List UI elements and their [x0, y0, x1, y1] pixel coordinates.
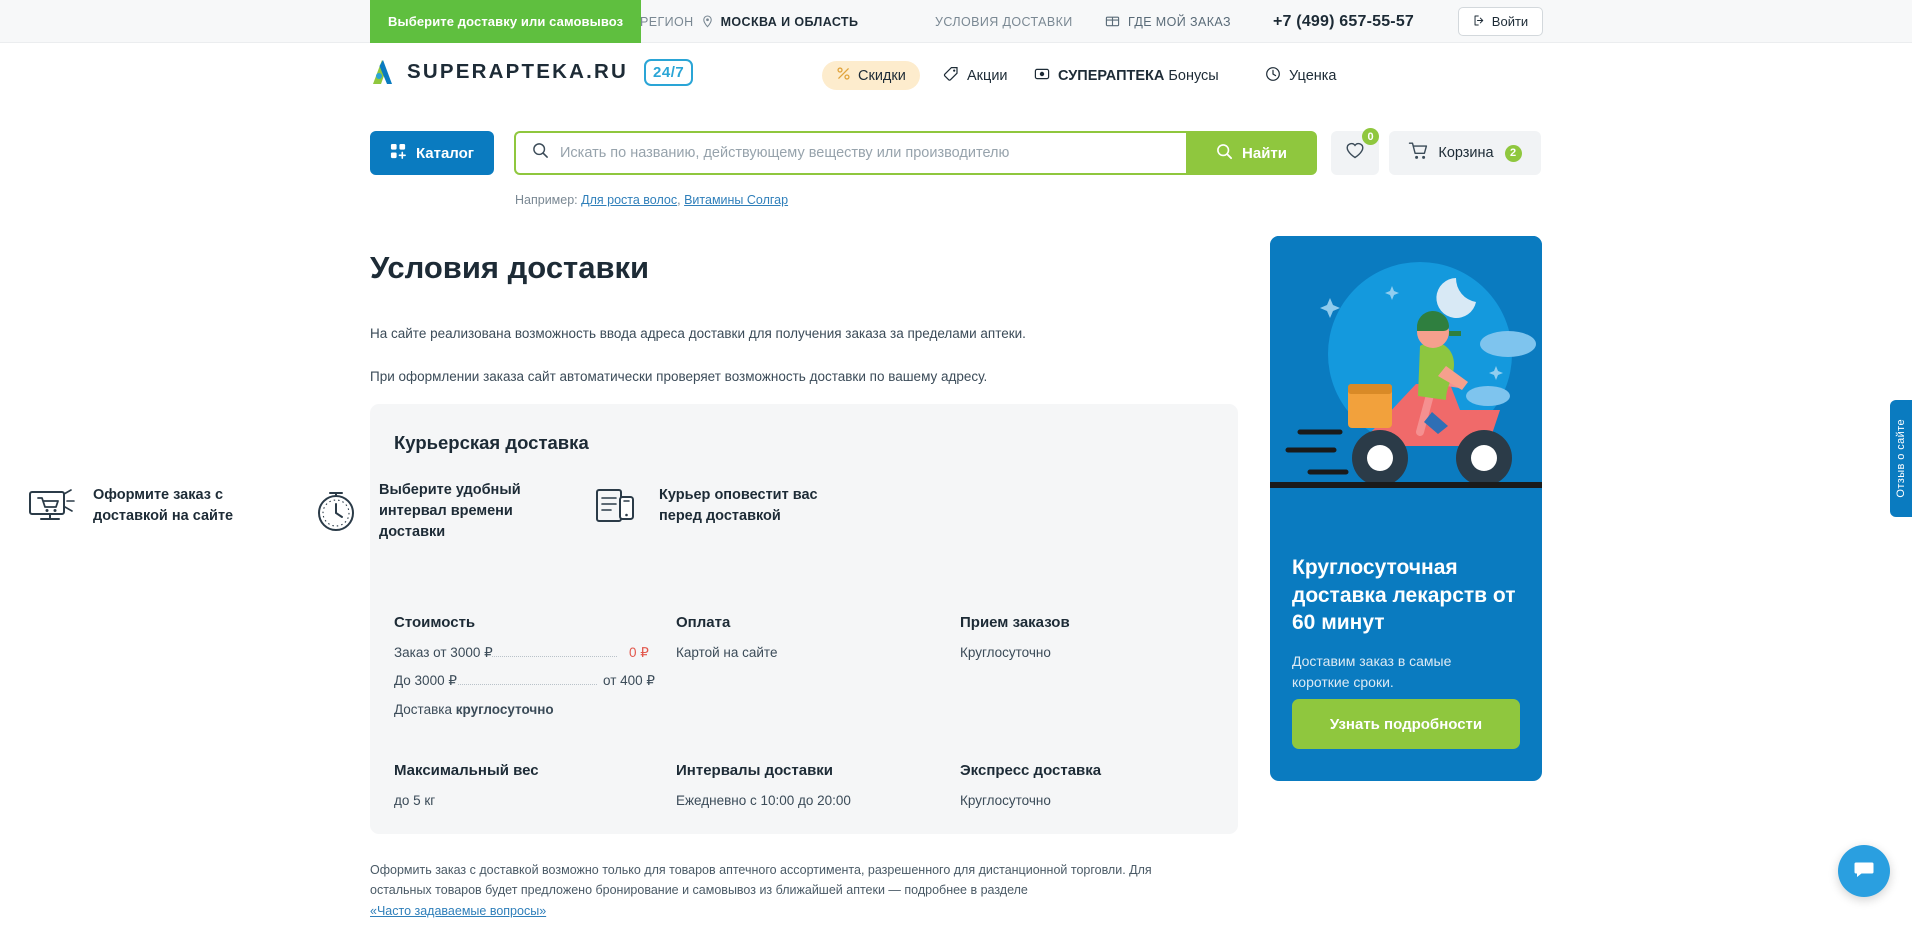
region-selector[interactable]: [640, 0, 858, 43]
delivery-step-3: [590, 480, 840, 532]
chat-icon: [1852, 857, 1876, 886]
page-title: Условия доставки: [370, 249, 650, 285]
cart-button[interactable]: [1389, 131, 1541, 175]
cost-row-1-dots: [492, 656, 617, 657]
search-hint-link-2[interactable]: Витамины Солгар: [684, 193, 789, 207]
nav-item-bonus[interactable]: [1034, 61, 1219, 90]
search-input-placeholder: Искать по названию, действующему веществу или производителю: [560, 145, 1010, 161]
box-icon: [1105, 13, 1120, 31]
delivery-step-2: [310, 480, 560, 543]
search-bar: [0, 113, 1912, 183]
search-submit-label: Найти: [1242, 144, 1287, 162]
search-hints-prefix: Например:: [515, 193, 578, 207]
delivery-or-pickup-label: Выберите доставку или самовывоз: [388, 14, 624, 29]
catalog-button[interactable]: [370, 131, 494, 175]
nav-item-sales[interactable]: [822, 61, 920, 90]
footnote: [370, 860, 1200, 921]
site-feedback-tab-label: Отзыв о сайте: [1895, 419, 1907, 498]
cost-heading: Стоимость: [394, 614, 476, 631]
header-bar: [0, 43, 1912, 113]
intro-paragraph-1: На сайте реализована возможность ввода адреса доставки для получения заказа за пределами аптеки.: [370, 325, 1026, 341]
courier-notify-icon: [590, 480, 642, 532]
cart-label: Корзина: [1438, 145, 1494, 161]
search-hints-separator: ,: [677, 193, 681, 207]
phone-number-label: +7 (499) 657-55-57: [1273, 12, 1415, 30]
search-input[interactable]: [514, 131, 1196, 175]
payment-heading: Оплата: [676, 614, 731, 631]
percent-icon: [836, 66, 851, 85]
grid-icon: [390, 143, 407, 164]
nav-item-bonus-label: [1058, 68, 1219, 84]
cost-row-2-label: До 3000 ₽: [394, 673, 457, 688]
max-weight-heading: Максимальный вес: [394, 762, 539, 779]
top-link-delivery-terms[interactable]: [935, 0, 1073, 43]
promo-illustration: [1270, 236, 1542, 518]
intervals-heading: Интервалы доставки: [676, 762, 834, 779]
clock-icon: [310, 486, 362, 538]
catalog-button-label: Каталог: [415, 144, 475, 162]
footnote-faq-link[interactable]: «Часто задаваемые вопросы»: [370, 903, 547, 918]
cost-note: [394, 702, 554, 717]
search-submit-icon: [1216, 143, 1233, 164]
heart-icon: [1345, 141, 1365, 165]
favorites-button[interactable]: [1331, 131, 1379, 175]
region-label: РЕГИОН: [640, 14, 694, 29]
logo-icon: [370, 57, 397, 87]
delivery-step-1-label: Оформите заказ с доставкой на сайте: [93, 486, 234, 524]
promo-banner[interactable]: [1270, 236, 1542, 781]
delivery-step-1: [24, 480, 269, 532]
cost-row-1-label: Заказ от 3000 ₽: [394, 645, 493, 660]
nav-item-bonus-brand: СУПЕРАПТЕКА: [1058, 67, 1165, 84]
courier-delivery-title: Курьерская доставка: [394, 432, 589, 453]
region-city: МОСКВА И ОБЛАСТЬ: [720, 14, 859, 29]
max-weight-text: до 5 кг: [394, 793, 436, 808]
promo-cta-button[interactable]: [1292, 699, 1520, 749]
promo-heading: Круглосуточная доставка лекарств от 60 минут: [1292, 556, 1516, 635]
delivery-step-3-label: Курьер оповестит вас перед доставкой: [659, 486, 818, 524]
login-label: Войти: [1491, 14, 1529, 29]
nav-item-actions-label: Акции: [967, 67, 1008, 84]
orders-heading: Прием заказов: [960, 614, 1070, 631]
promo-cta-label: Узнать подробности: [1329, 715, 1483, 733]
cost-note-strong: круглосуточно: [455, 702, 554, 717]
search-hint-link-1[interactable]: Для роста волос: [581, 193, 678, 207]
cost-row-2-dots: [458, 684, 597, 685]
clock-badge-icon: [1265, 66, 1281, 86]
express-heading: Экспресс доставка: [960, 762, 1102, 779]
intervals-text: Ежедневно с 10:00 до 20:00: [676, 793, 851, 808]
nav-item-actions[interactable]: [943, 61, 1008, 90]
logo-247-badge: 24/7: [644, 59, 693, 86]
top-link-where-is-my-order[interactable]: [1105, 0, 1231, 43]
search-icon: [532, 142, 549, 164]
login-icon: [1473, 14, 1486, 30]
card-icon: [1034, 66, 1050, 86]
cart-icon: [1408, 141, 1429, 165]
cart-count-badge: 2: [1505, 145, 1522, 162]
delivery-or-pickup-button[interactable]: [370, 0, 641, 43]
favorites-count-badge: 0: [1362, 128, 1379, 145]
site-feedback-tab[interactable]: [1890, 400, 1912, 517]
top-link-where-is-my-order-label: ГДЕ МОЙ ЗАКАЗ: [1128, 14, 1231, 29]
search-submit-button[interactable]: [1186, 131, 1317, 175]
promo-text: Доставим заказ в самые короткие сроки.: [1292, 653, 1452, 690]
cost-note-prefix: Доставка: [394, 702, 452, 717]
nav-item-ucenka[interactable]: [1265, 61, 1337, 90]
nav-item-sales-label: Скидки: [858, 67, 906, 84]
order-online-icon: [24, 480, 76, 532]
footnote-text: Оформить заказ с доставкой возможно только для товаров аптечного ассортимента, разрешенного для дистанционной торговли. Для остальных товаров будет предложено бронирование и самовывоз из ближайшей аптеки — подробнее в разделе: [370, 863, 1152, 898]
site-logo[interactable]: [370, 57, 693, 87]
cost-row-2-value: от 400 ₽: [603, 673, 656, 688]
tag-icon: [943, 66, 959, 86]
site-logo-text: SUPERAPTEKA.RU: [407, 60, 629, 83]
payment-text: Картой на сайте: [676, 645, 778, 660]
nav-item-bonus-word: Бонусы: [1168, 67, 1219, 84]
express-text: Круглосуточно: [960, 793, 1051, 808]
intro-paragraph-2: При оформлении заказа сайт автоматически проверяет возможность доставки по вашему адресу.: [370, 368, 988, 384]
top-bar: [0, 0, 1912, 43]
chat-button[interactable]: [1838, 845, 1890, 897]
phone-number[interactable]: [1273, 0, 1414, 43]
cost-row-1-value: 0 ₽: [629, 645, 649, 660]
map-pin-icon: [701, 15, 714, 28]
nav-item-ucenka-label: Уценка: [1289, 67, 1337, 84]
delivery-step-2-label: Выберите удобный интервал времени доставки: [379, 482, 521, 541]
orders-text: Круглосуточно: [960, 645, 1051, 660]
search-hints: [515, 193, 788, 207]
login-button[interactable]: [1458, 7, 1543, 36]
top-link-delivery-terms-label: УСЛОВИЯ ДОСТАВКИ: [935, 14, 1073, 29]
